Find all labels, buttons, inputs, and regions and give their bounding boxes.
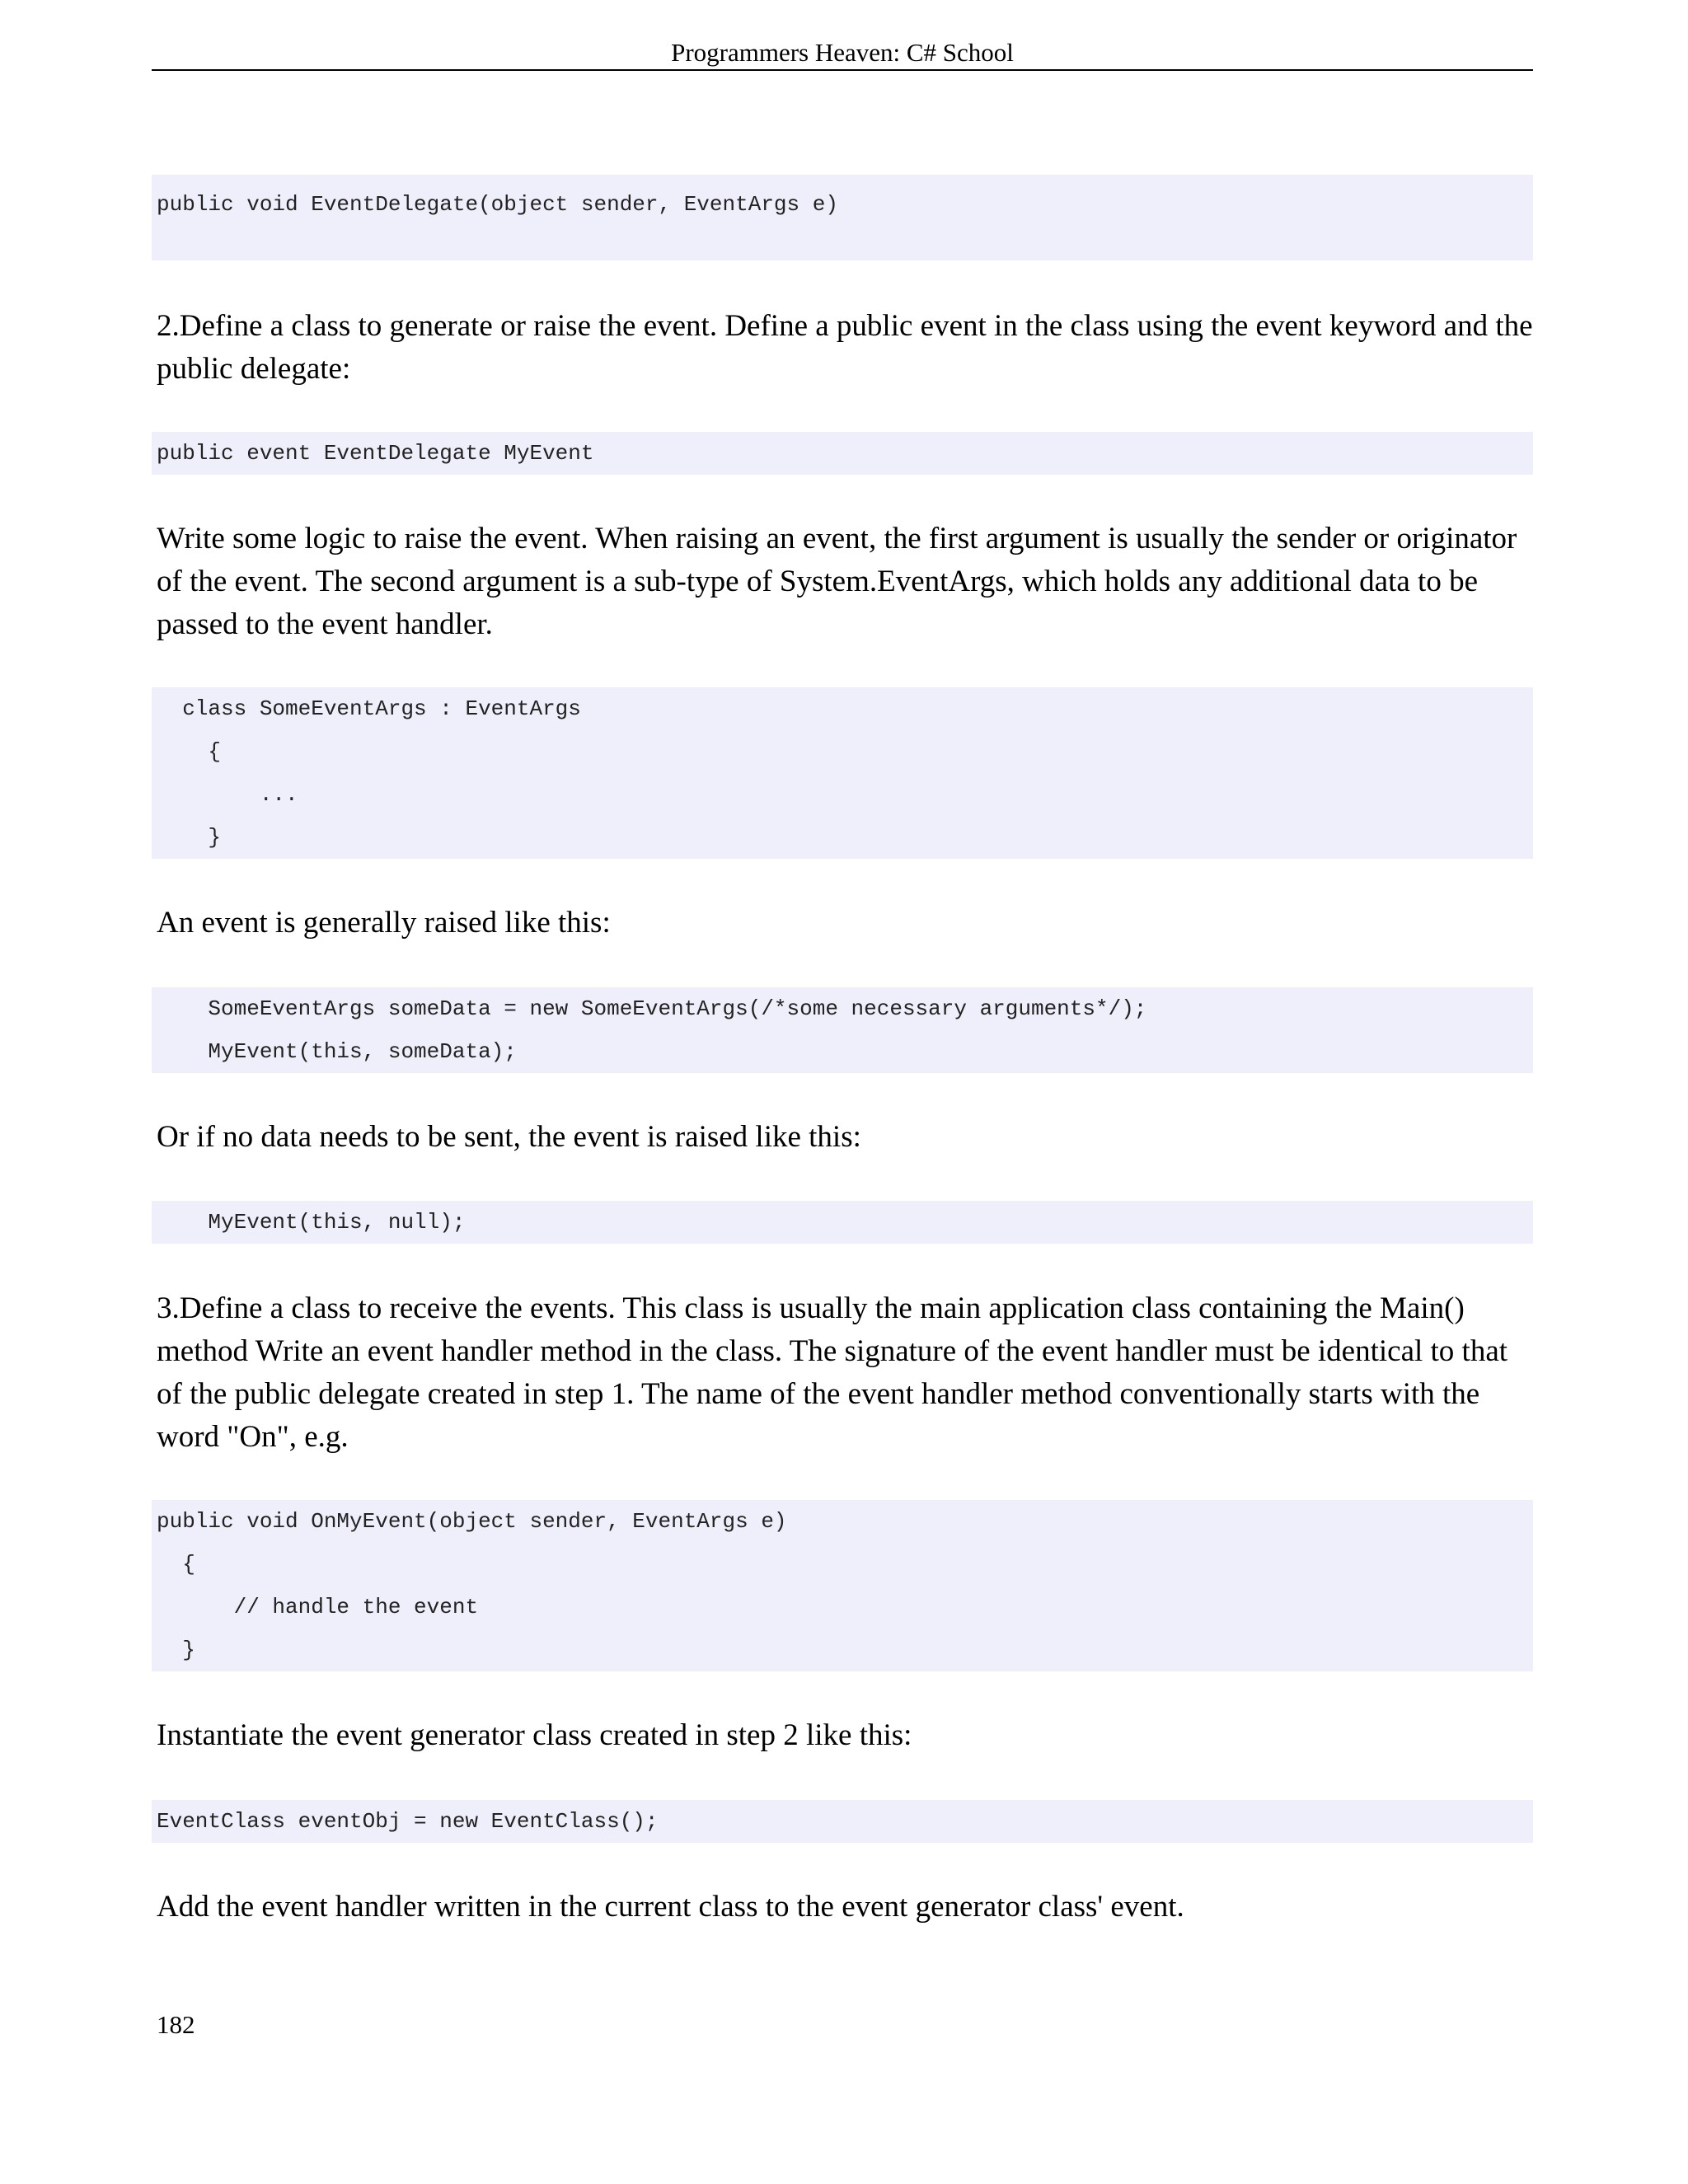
header-divider — [152, 69, 1533, 71]
code-line: class SomeEventArgs : EventArgs — [157, 696, 581, 721]
code-block-on-my-event-handler — [152, 1500, 1533, 1671]
code-block-raise-with-data — [152, 987, 1533, 1073]
paragraph-step-3 — [157, 1287, 1538, 1459]
paragraph-text: Add the event handler written in the current class to the event generator class' event. — [157, 1890, 1184, 1924]
paragraph-text: Instantiate the event generator class created in step 2 like this: — [157, 1718, 912, 1752]
paragraph-text: Or if no data needs to be sent, the event is raised like this: — [157, 1120, 861, 1154]
code-line: } — [157, 1638, 195, 1662]
page-number: 182 — [157, 2010, 195, 2039]
code-line: MyEvent(this, someData); — [157, 1039, 517, 1064]
code-block-some-event-args — [152, 687, 1533, 859]
paragraph-raised-like — [157, 902, 1538, 944]
code-line: SomeEventArgs someData = new SomeEventArgs(/*some necessary arguments*/); — [157, 996, 1147, 1021]
code-block-event-delegate-signature — [152, 175, 1533, 260]
code-block-instantiate-event-class — [152, 1800, 1533, 1843]
paragraph-instantiate — [157, 1714, 1538, 1757]
code-line: { — [157, 739, 222, 764]
paragraph-text: Write some logic to raise the event. When raising an event, the first argument is usually the sender or originator of the event. The second argument is a sub-type of System.EventArgs, which holds any additional data to be passed to the event handler. — [157, 522, 1517, 641]
code-block-raise-null — [152, 1201, 1533, 1244]
paragraph-add-handler — [157, 1886, 1538, 1929]
code-line: public event EventDelegate MyEvent — [157, 441, 594, 466]
paragraph-text: 2.Define a class to generate or raise the event. Define a public event in the class using the event keyword and the public delegate: — [157, 309, 1533, 386]
paragraph-no-data — [157, 1116, 1538, 1159]
code-line: } — [157, 825, 222, 850]
code-block-public-event — [152, 432, 1533, 475]
paragraph-text: An event is generally raised like this: — [157, 906, 611, 940]
code-line: ... — [157, 782, 298, 807]
code-line: { — [157, 1552, 195, 1577]
code-line: public void OnMyEvent(object sender, EventArgs e) — [157, 1509, 787, 1534]
page-header-title: Programmers Heaven: C# School — [671, 38, 1014, 67]
code-line: MyEvent(this, null); — [157, 1210, 466, 1235]
code-line: EventClass eventObj = new EventClass(); — [157, 1809, 659, 1834]
paragraph-raise-logic — [157, 518, 1538, 646]
paragraph-step-2 — [157, 305, 1538, 391]
code-line: public void EventDelegate(object sender, EventArgs e) — [157, 192, 838, 217]
code-line: // handle the event — [157, 1595, 479, 1619]
paragraph-text: 3.Define a class to receive the events. This class is usually the main application class containing the Main() method Write an event handler method in the class. The signature of the event handler must be identical to that of the public delegate created in step 1. The name of the event handler method conventionally starts with the word "On", e.g. — [157, 1291, 1508, 1454]
